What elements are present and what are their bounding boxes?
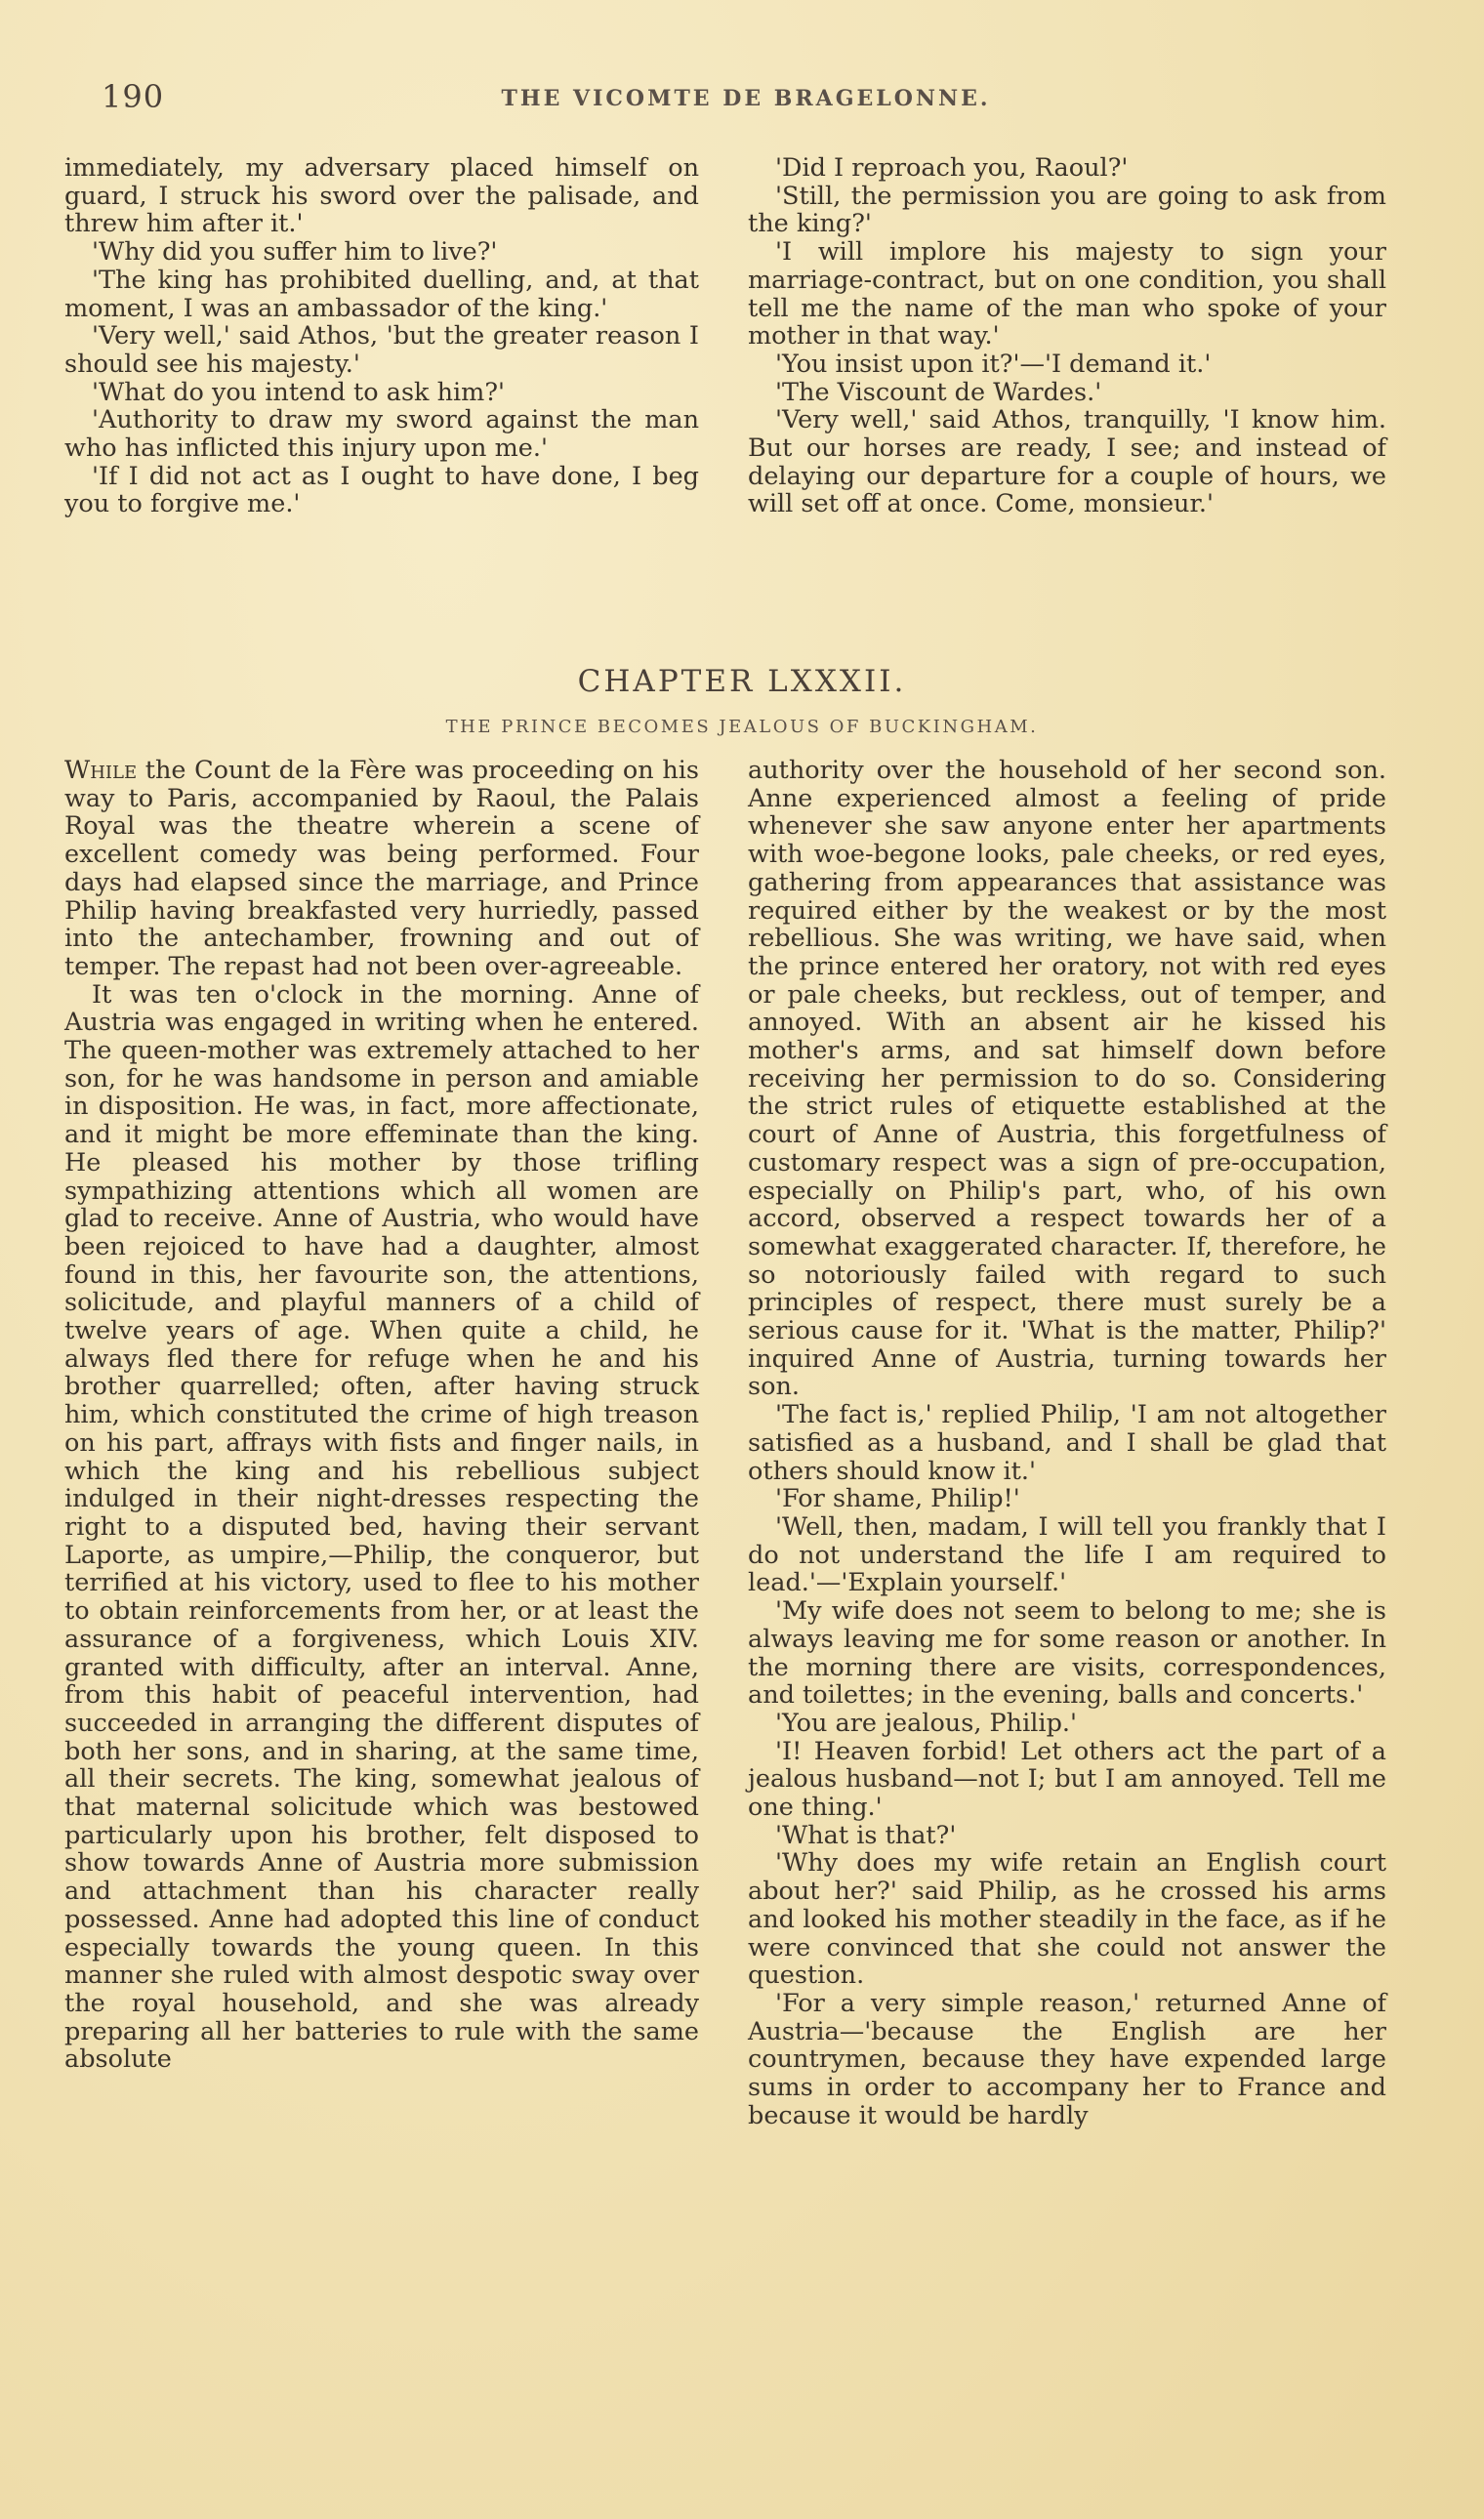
- paragraph: 'Why does my wife retain an English court about her?' said Philip, as he crossed his arms and looked his mother steadily in the face, as if he were convinced that she could not answer the question.: [748, 1848, 1386, 1991]
- paragraph: 'Why did you suffer him to live?': [92, 237, 498, 268]
- chapter-title: CHAPTER LXXXII.: [577, 664, 907, 699]
- main-right-column: [748, 757, 1386, 2129]
- page-number: 190: [102, 78, 165, 115]
- opening-paragraph: [64, 757, 699, 981]
- paragraph: 'My wife does not seem to belong to me; she is always leaving me for some reason or another. In the morning there are visits, correspondences, and toilettes; in the evening, balls and concerts.': [748, 1596, 1386, 1711]
- paragraph: 'Very well,' said Athos, tranquilly, 'I know him. But our horses are ready, I see; and instead of delaying our departure for a couple of hours, we will set off at once. Come, monsieur.': [748, 405, 1386, 519]
- top-right-column: [748, 154, 1386, 518]
- paragraph: 'The Viscount de Wardes.': [775, 377, 1102, 407]
- paragraph: 'You insist upon it?'—'I demand it.': [775, 349, 1212, 379]
- paragraph: 'Still, the permission you are going to ask from the king?': [748, 181, 1386, 239]
- top-left-column: [64, 154, 699, 518]
- paragraph: 'The fact is,' replied Philip, 'I am not altogether satisfied as a husband, and I shall be glad that others should know it.': [748, 1400, 1386, 1486]
- page-header: [102, 78, 1390, 127]
- paragraph: 'I will implore his majesty to sign your marriage-contract, but on one condition, you shall tell me the name of the man who spoke of your mother in that way.': [748, 237, 1386, 351]
- paragraph: 'What is that?': [775, 1820, 957, 1850]
- paragraph: 'What do you intend to ask him?': [92, 377, 506, 407]
- paragraph: authority over the household of her second son. Anne experienced almost a feeling of pride whenever she saw anyone enter her apartments with woe-begone looks, pale cheeks, or red eyes, gathering from appearances that assistance was required either by the weakest or by the most rebellious. She was writing, we have said, when the prince entered her oratory, not with red eyes or pale cheeks, but reckless, out of temper, and annoyed. With an absent air he kissed his mother's arms, and sat himself down before receiving her permission to do so. Considering the strict rules of etiquette established at the court of Anne of Austria, this forgetfulness of customary respect was a sign of pre-occupation, especially on Philip's part, who, of his own accord, observed a respect towards her of a somewhat exaggerated character. If, therefore, he so notoriously failed with regard to such principles of respect, there must surely be a serious cause for it. 'What is the matter, Philip?' inquired Anne of Austria, turning towards her son.: [748, 756, 1386, 1402]
- paragraph: 'Very well,' said Athos, 'but the greater reason I should see his majesty.': [64, 321, 699, 379]
- paragraph: 'Did I reproach you, Raoul?': [775, 153, 1129, 183]
- paragraph-text: the Count de la Fère was proceeding on his way to Paris, accompanied by Raoul, the Palais Royal was the theatre wherein a scene of excellent comedy was being performed. Four days had elapsed since the marriage, and Prince Philip having breakfasted very hurriedly, passed into the antechamber, frowning and out of temper. The repast had not been over-agreeable.: [64, 756, 699, 981]
- paragraph: 'If I did not act as I ought to have done, I beg you to forgive me.': [64, 461, 699, 519]
- paragraph: immediately, my adversary placed himself on guard, I struck his sword over the palisade, and threw him after it.': [64, 153, 699, 239]
- running-title: THE VICOMTE DE BRAGELONNE.: [501, 86, 991, 111]
- paragraph: 'You are jealous, Philip.': [775, 1708, 1078, 1738]
- paragraph: 'Authority to draw my sword against the man who has inflicted this injury upon me.': [64, 405, 699, 464]
- paragraph: 'I! Heaven forbid! Let others act the part of a jealous husband—not I; but I am annoyed. Tell me one thing.': [748, 1736, 1386, 1823]
- paragraph: 'For a very simple reason,' returned Anne of Austria—'because the English are her countrymen, because they have expended large sums in order to accompany her to France and because it would be hardly: [748, 1988, 1386, 2130]
- chapter-subtitle: THE PRINCE BECOMES JEALOUS OF BUCKINGHAM.: [445, 717, 1039, 737]
- paragraph: 'The king has prohibited duelling, and, at that moment, I was an ambassador of the king.': [64, 265, 699, 323]
- dropcap-word: While: [64, 756, 138, 785]
- paragraph: 'For shame, Philip!': [775, 1484, 1020, 1514]
- paragraph: It was ten o'clock in the morning. Anne of Austria was engaged in writing when he entered. The queen-mother was extremely attached to her son, for he was handsome in person and amiable in disposition. He was, in fact, more affectionate, and it might be more effeminate than the king. He pleased his mother by those trifling sympathizing attentions which all women are glad to receive. Anne of Austria, who would have been rejoiced to have had a daughter, almost found in this, her favourite son, the attentions, solicitude, and playful manners of a child of twelve years of age. When quite a child, he always fled there for refuge when he and his brother quarrelled; often, after having struck him, which constituted the crime of high treason on his part, affrays with fists and finger nails, in which the king and his rebellious subject indulged in their night-dresses respecting the right to a disputed bed, having their servant Laporte, as umpire,—Philip, the conqueror, but terrified at his victory, used to flee to his mother to obtain reinforcements from her, or at least the assurance of a forgiveness, which Louis XIV. granted with difficulty, after an interval. Anne, from this habit of peaceful intervention, had succeeded in arranging the different disputes of both her sons, and in sharing, at the same time, all their secrets. The king, somewhat jealous of that maternal solicitude which was bestowed particularly upon his brother, felt disposed to show towards Anne of Austria more submission and attachment than his character really possessed. Anne had adopted this line of conduct especially towards the young queen. In this manner she ruled with almost despotic sway over the royal household, and she was already preparing all her batteries to rule with the same absolute: [64, 979, 699, 2075]
- paragraph: 'Well, then, madam, I will tell you frankly that I do not understand the life I am required to lead.'—'Explain yourself.': [748, 1511, 1386, 1598]
- main-left-column: [64, 757, 699, 2074]
